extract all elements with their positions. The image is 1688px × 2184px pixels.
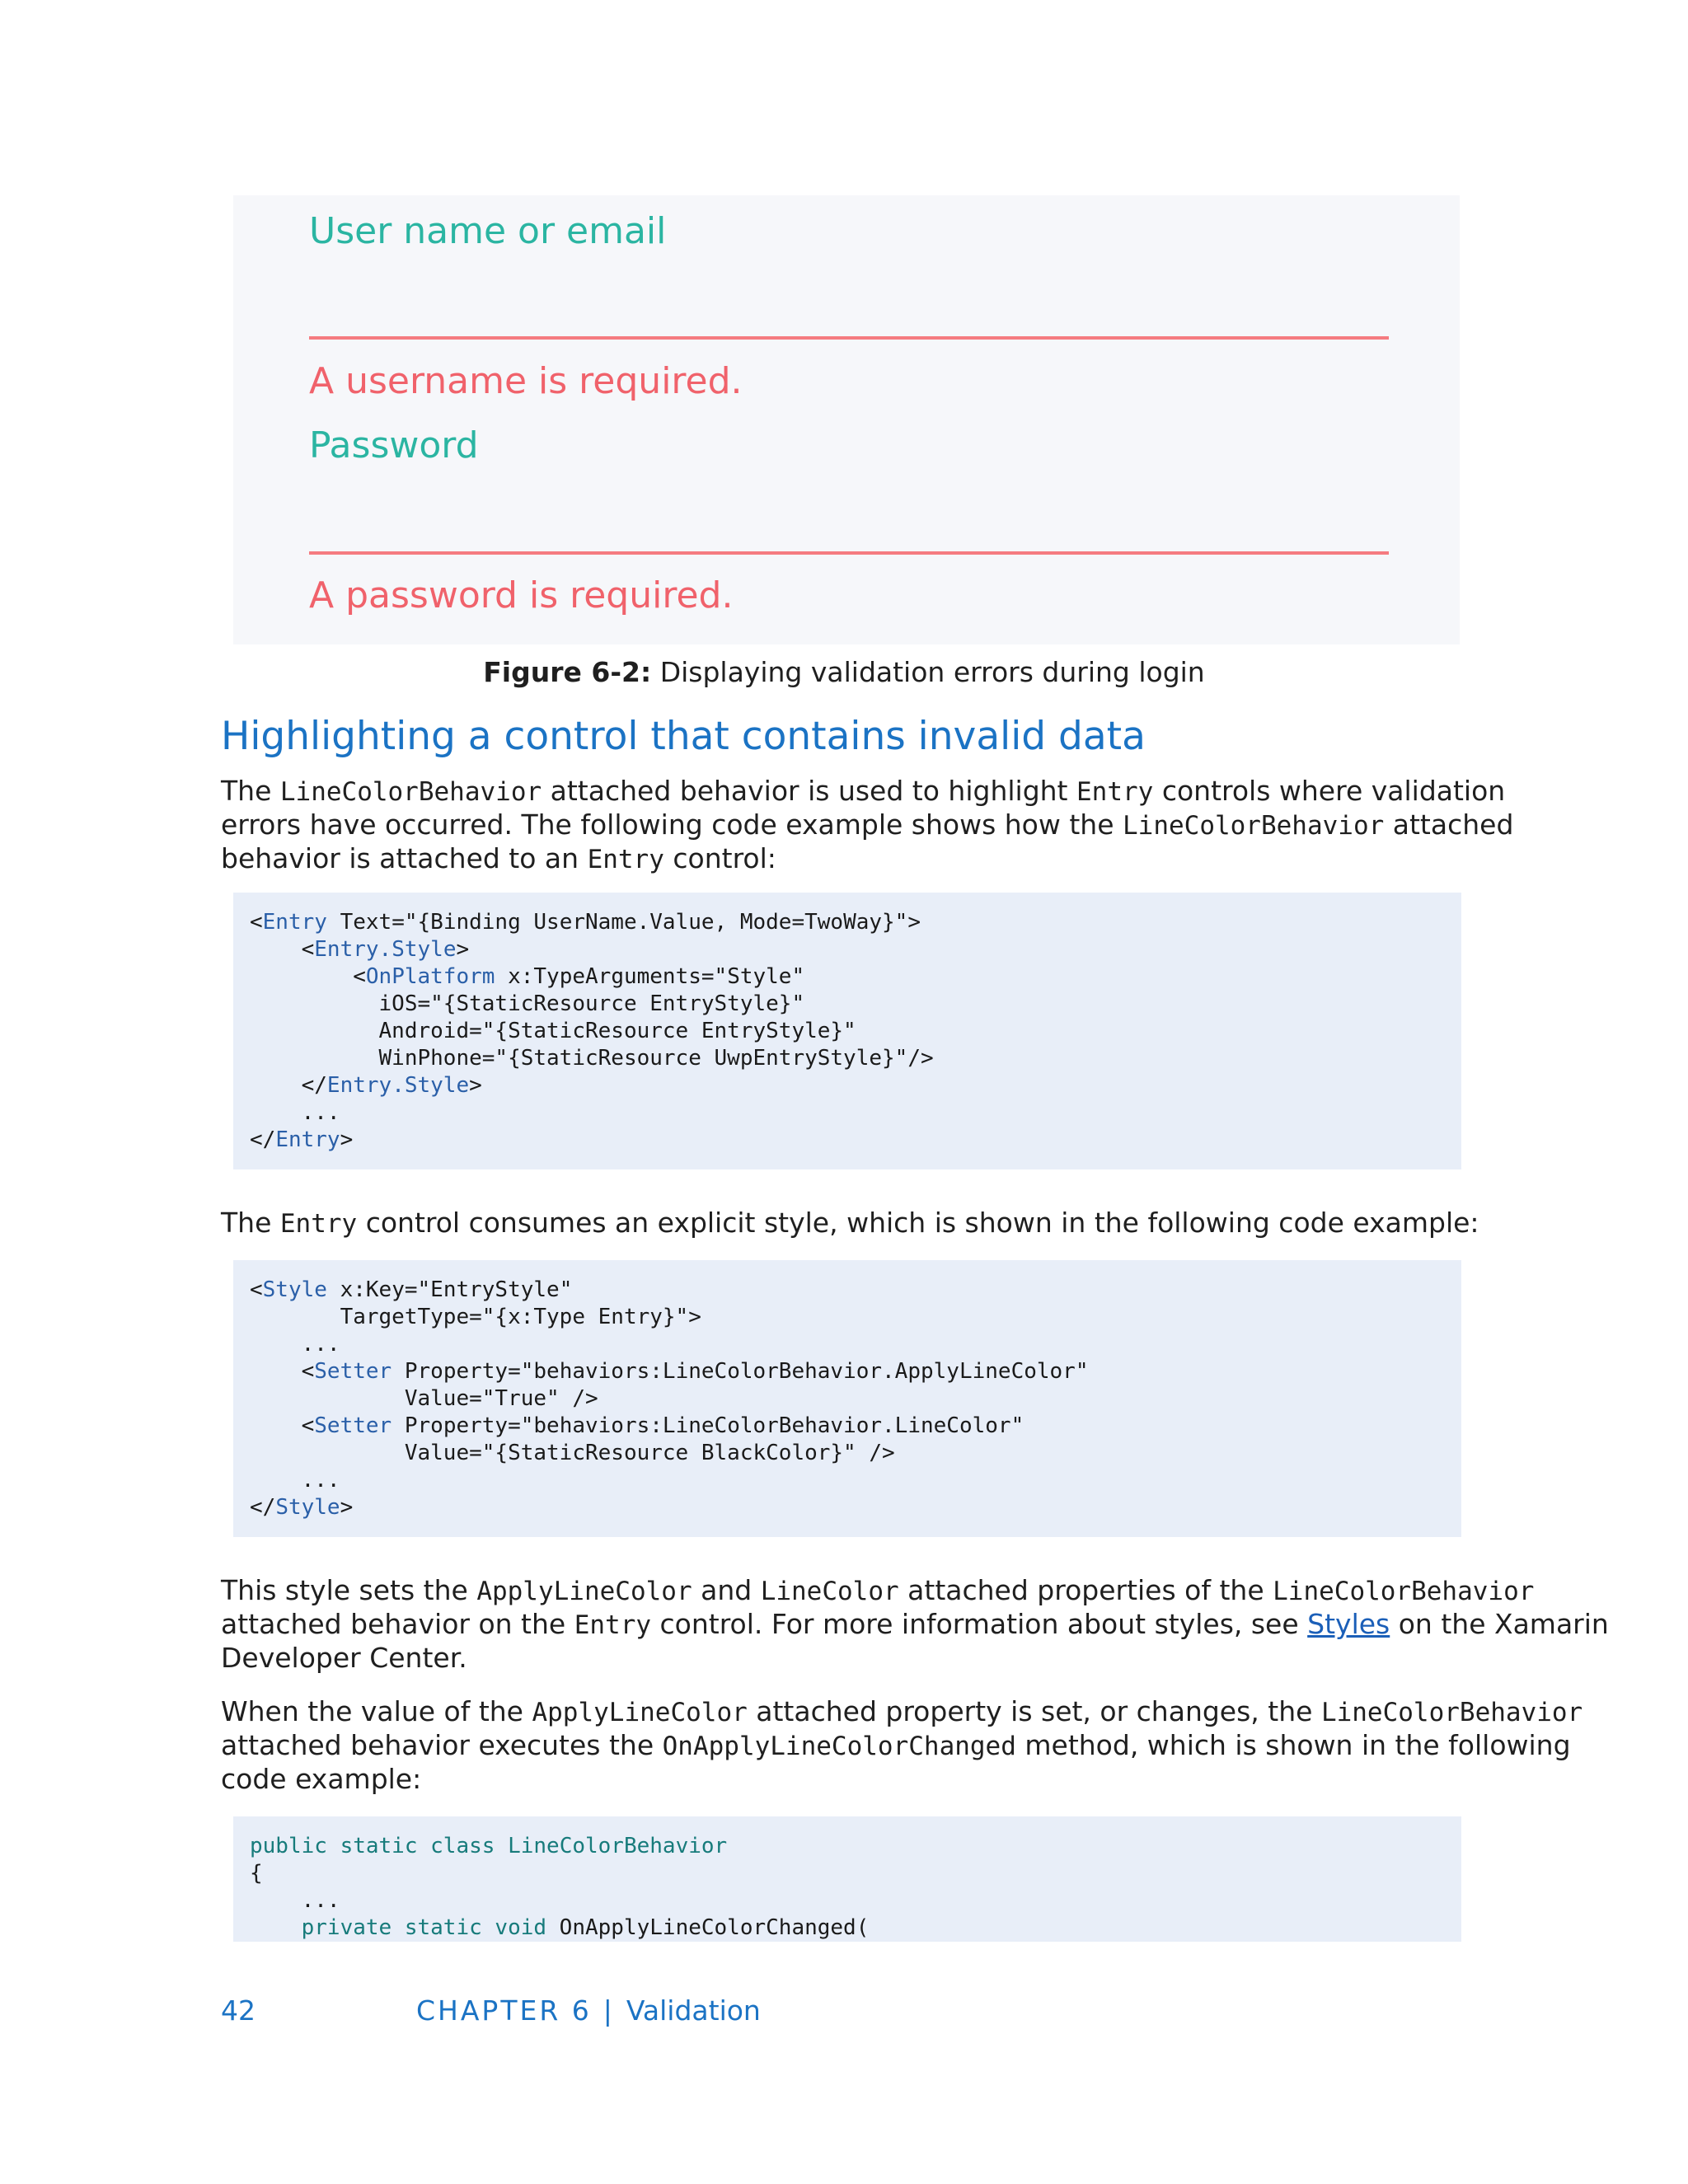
- username-label: User name or email: [309, 210, 667, 252]
- style-intro-paragraph: The Entry control consumes an explicit style, which is shown in the following code example:: [221, 1207, 1479, 1239]
- caption-text: Displaying validation errors during login: [651, 656, 1205, 688]
- password-error: A password is required.: [309, 574, 734, 616]
- code-block-behavior-class: public static class LineColorBehavior { ... private static void OnApplyLineColorChanged(: [233, 1816, 1461, 1942]
- intro-paragraph: The LineColorBehavior attached behavior is used to highlight Entry controls where validation errors have occurred. The following code example shows how the LineColorBehavior attached behavior is attached to an Entry control:: [221, 775, 1514, 874]
- chapter-title: Validation: [626, 1994, 761, 2027]
- chapter-label: CHAPTER 6: [416, 1994, 592, 2027]
- handler-explanation-paragraph: When the value of the ApplyLineColor attached property is set, or changes, the LineColorBehavior attached behavior executes the OnApplyLineColorChanged method, which is shown in the following code example:: [221, 1695, 1583, 1795]
- footer-separator: |: [603, 1994, 615, 2027]
- code-block-style: <Style x:Key="EntryStyle" TargetType="{x:Type Entry}"> ... <Setter Property="behaviors:LineColorBehavior.ApplyLineColor" Value="True" /> <Setter Property="behaviors:LineColorBehavior.LineColor" Value="{StaticResource BlackColor}" /> ... </Style>: [233, 1260, 1461, 1537]
- password-underline: [309, 551, 1389, 555]
- username-error: A username is required.: [309, 360, 743, 402]
- styles-link[interactable]: Styles: [1307, 1608, 1390, 1640]
- style-explanation-paragraph: This style sets the ApplyLineColor and LineColor attached properties of the LineColorBehavior attached behavior on the Entry control. For more information about styles, see Styles on the Xamarin Developer Center.: [221, 1574, 1609, 1674]
- username-underline: [309, 336, 1389, 340]
- page-number: 42: [221, 1994, 256, 2027]
- chapter-footer: [416, 1994, 761, 2027]
- section-heading: Highlighting a control that contains invalid data: [221, 714, 1146, 759]
- code-block-entry: <Entry Text="{Binding UserName.Value, Mode=TwoWay}"> <Entry.Style> <OnPlatform x:TypeArguments="Style" iOS="{StaticResource EntryStyle}" Android="{StaticResource EntryStyle}" WinPhone="{StaticResource UwpEntryStyle}"/> </Entry.Style> ... </Entry>: [233, 893, 1461, 1169]
- login-validation-figure: [233, 195, 1460, 644]
- caption-label: Figure 6-2:: [483, 656, 652, 688]
- figure-caption: [0, 656, 1688, 688]
- password-label: Password: [309, 424, 479, 466]
